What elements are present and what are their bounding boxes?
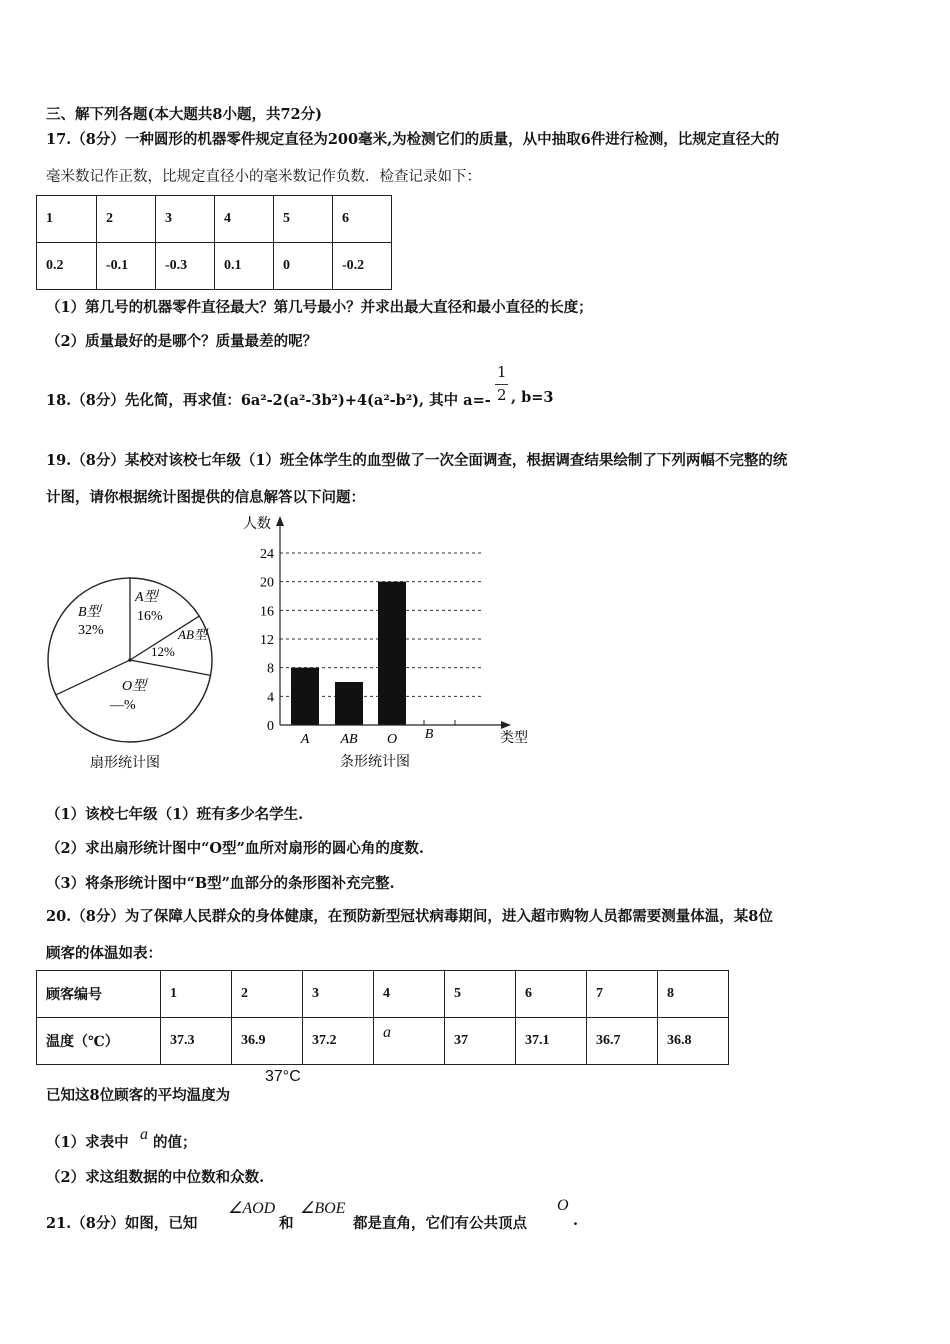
y-tick-label: 4 [267,690,274,706]
q21-vertex: O [557,1197,569,1214]
q17-cell: -0.3 [156,243,215,290]
bar-title: 条形统计图 [340,755,410,770]
q20-cell: 8 [658,971,729,1018]
q19-sub2: （2）求出扇形统计图中“O型”血所对扇形的圆心角的度数. [46,840,424,857]
q17-sub1: （1）第几号的机器零件直径最大？第几号最小？并求出最大直径和最小直径的长度； [46,299,593,316]
y-axis-arrow [276,516,284,526]
q20-cell: 36.7 [587,1018,658,1065]
y-tick-label: 0 [267,719,274,734]
q18-frac-num: 1 [497,363,507,381]
q17-line1: 17.（8分）一种圆形的机器零件规定直径为200毫米,为检测它们的质量，从中抽取6件进行检测，比规定直径大的 [46,131,780,148]
y-tick-label: 16 [260,604,274,620]
q19-line2: 计图，请你根据统计图提供的信息解答以下问题： [46,489,365,506]
q21-pre: 21.（8分）如图，已知 [46,1215,198,1232]
q20-cell: 5 [445,971,516,1018]
q17-cell: 1 [37,196,97,243]
q17-cell: 0.1 [215,243,274,290]
pie-label-o-name: O型 [122,679,147,694]
q17-cell: 4 [215,196,274,243]
y-tick-label: 20 [260,575,274,591]
q17-cell: -0.2 [333,243,392,290]
q20-given-value: 37°C [265,1068,301,1085]
q20-cell: 4 [374,971,445,1018]
q18-frac-den: 2 [497,386,507,404]
q21-angle1: ∠AOD [228,1200,276,1217]
q17-line2: 毫米数记作正数，比规定直径小的毫米数记作负数．检查记录如下： [46,169,481,185]
q17-sub2: （2）质量最好的是哪个？质量最差的呢？ [46,333,318,350]
section-header: 三、解下列各题(本大题共8小题，共72分) [46,106,322,123]
q20-cell: 37.1 [516,1018,587,1065]
bar-ab [335,682,363,725]
q20-cell: 3 [303,971,374,1018]
q21-mid: 和 [279,1215,294,1232]
x-axis-arrow [501,721,511,729]
q17-cell: 2 [97,196,156,243]
q20-sub2: （2）求这组数据的中位数和众数. [46,1169,265,1186]
bar-chart [235,510,545,775]
q18-prefix: 18.（8分）先化简，再求值：6a²-2(a²-3b²)+4(a²-b²), 其中 a=- [46,392,491,409]
q20-cell: 36.8 [658,1018,729,1065]
q17-cell: 0 [274,243,333,290]
q20-cell: 2 [232,971,303,1018]
q17-cell: 5 [274,196,333,243]
q20-cell: 37.2 [303,1018,374,1065]
q18-suffix: , b=3 [511,389,554,406]
y-tick-label: 8 [267,661,274,677]
q20-line2: 顾客的体温如表： [46,945,162,962]
q21-post: 都是直角，它们有公共顶点 [353,1215,527,1232]
q18-frac-bar [495,384,508,385]
bar-o [378,582,406,725]
x-category-label: B [424,727,434,742]
bar-a [291,668,319,725]
x-category-label: AB [340,732,358,747]
q20-cell: 1 [161,971,232,1018]
pie-label-a-value: 16% [137,609,163,624]
pie-title: 扇形统计图 [90,756,160,770]
q19-sub1: （1）该校七年级（1）班有多少名学生. [46,806,304,823]
q20-cell: 37 [445,1018,516,1065]
q20-cell-a: a [374,1018,445,1065]
pie-label-ab-value: 12% [151,644,175,659]
q19-sub3: （3）将条形统计图中“B型”血部分的条形图补充完整. [46,875,395,892]
q21-end: . [573,1212,579,1229]
q20-sub1-pre: （1）求表中 [46,1134,129,1151]
y-tick-label: 24 [260,547,274,562]
q20-line1: 20.（8分）为了保障人民群众的身体健康，在预防新型冠状病毒期间，进入超市购物人员都需要测量体温，某8位 [46,908,773,925]
q20-temp-label: 温度（℃） [37,1018,161,1065]
q20-given: 已知这8位顾客的平均温度为 [46,1087,231,1104]
pie-label-a-name: A型 [135,590,158,605]
q17-table [36,195,392,290]
q20-sub1-post: 的值； [153,1134,197,1151]
q20-header-label: 顾客编号 [37,971,161,1018]
q19-line1: 19.（8分）某校对该校七年级（1）班全体学生的血型做了一次全面调查，根据调查结果绘制了下列两幅不完整的统 [46,452,788,469]
q20-sub1-var: a [140,1126,148,1143]
x-axis-label: 类型 [500,731,528,746]
x-category-label: O [386,732,398,747]
q20-cell: 6 [516,971,587,1018]
x-category-label: A [300,732,310,747]
q20-cell: 7 [587,971,658,1018]
q17-cell: 3 [156,196,215,243]
q20-cell: 37.3 [161,1018,232,1065]
pie-label-o-value: —% [110,698,136,713]
q21-angle2: ∠BOE [300,1200,346,1217]
q17-cell: -0.1 [97,243,156,290]
q17-cell: 6 [333,196,392,243]
pie-label-b-value: 32% [78,623,104,638]
y-tick-label: 12 [260,633,274,648]
q20-table [36,970,729,1065]
pie-label-ab-name: AB型 [178,627,207,642]
q17-cell: 0.2 [37,243,97,290]
pie-label-b-name: B型 [78,605,101,620]
y-axis-label: 人数 [243,517,271,532]
q20-cell: 36.9 [232,1018,303,1065]
pie-chart [40,570,225,770]
